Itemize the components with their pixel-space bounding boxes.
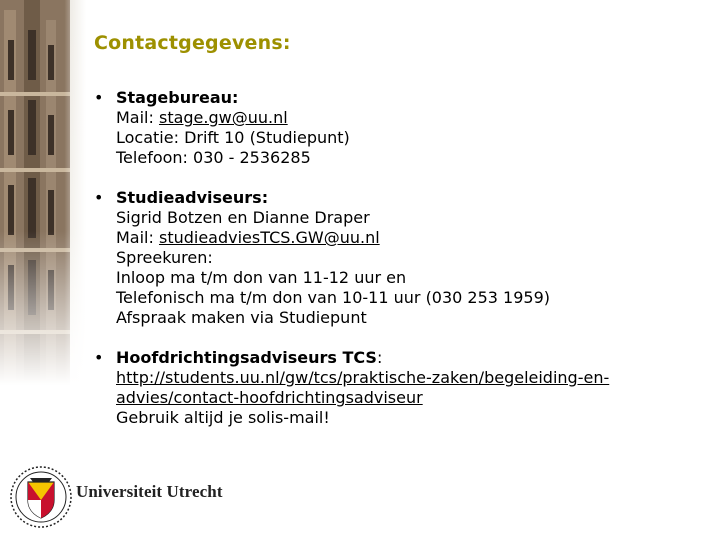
tcs-link-part2[interactable]: advies/contact-hoofdrichtingsadviseur	[116, 388, 423, 407]
section-heading: Hoofdrichtingsadviseurs TCS	[116, 348, 377, 367]
section-stagebureau	[94, 88, 704, 168]
mail-link[interactable]: stage.gw@uu.nl	[158, 108, 288, 127]
bullet-icon: •	[94, 348, 104, 367]
appointment-line: Afspraak maken via Studiepunt	[116, 308, 367, 327]
phone-hours-line: Telefonisch ma t/m don van 10-11 uur (030 253 1959)	[116, 288, 551, 307]
phone-line: Telefoon: 030 - 2536285	[116, 148, 311, 167]
location-line: Locatie: Drift 10 (Studiepunt)	[116, 128, 350, 147]
university-seal-icon	[8, 464, 74, 530]
walkin-line: Inloop ma t/m don van 11-12 uur en	[116, 268, 407, 287]
bullet-icon: •	[94, 188, 104, 207]
heading-colon: :	[376, 348, 383, 367]
heading-line	[116, 348, 704, 368]
tcs-link-part1[interactable]: http://students.uu.nl/gw/tcs/praktische-zaken/begeleiding-en-	[116, 368, 610, 387]
bullet-icon: •	[94, 88, 104, 107]
note-line: Gebruik altijd je solis-mail!	[116, 408, 330, 427]
section-heading: Stagebureau:	[116, 88, 239, 107]
mail-label: Mail:	[116, 108, 159, 127]
university-name: Universiteit Utrecht	[76, 482, 223, 501]
mail-link[interactable]: studieadviesTCS.GW@uu.nl	[158, 228, 380, 247]
section-heading: Studieadviseurs:	[116, 188, 269, 207]
hours-label: Spreekuren:	[116, 248, 213, 267]
page-title: Contactgegevens:	[94, 32, 291, 54]
section-studieadviseurs	[94, 188, 704, 328]
mail-label: Mail:	[116, 228, 159, 247]
section-hoofdrichtingsadviseurs	[94, 348, 704, 428]
mail-line	[116, 108, 704, 128]
mail-line	[116, 228, 704, 248]
names-line: Sigrid Botzen en Dianne Draper	[116, 208, 370, 227]
